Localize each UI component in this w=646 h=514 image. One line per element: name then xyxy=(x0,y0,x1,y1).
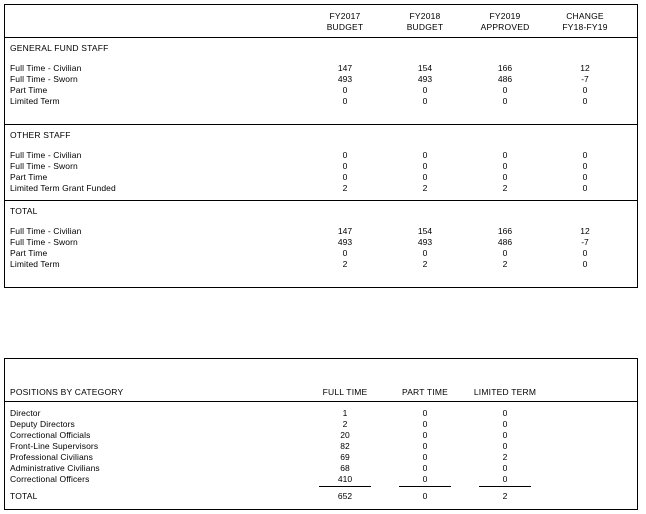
cell-value: 486 xyxy=(497,237,513,247)
row-label: Director xyxy=(10,408,41,418)
cell-value: 0 xyxy=(502,85,508,95)
cell-value: 652 xyxy=(337,491,353,501)
section-other-staff xyxy=(5,125,637,201)
cell-value: 0 xyxy=(422,463,428,473)
section-title: GENERAL FUND STAFF xyxy=(10,43,109,53)
cell-value: 2 xyxy=(342,259,348,269)
table-row xyxy=(5,259,637,270)
column-header-change xyxy=(545,11,625,32)
cell-value: 0 xyxy=(422,452,428,462)
column-header-fy2018-budget xyxy=(385,11,465,32)
cell-value: 0 xyxy=(502,172,508,182)
row-label: Limited Term xyxy=(10,96,60,106)
table-row xyxy=(5,74,637,85)
positions-table-header-row xyxy=(5,359,637,402)
rule-limited-term xyxy=(465,486,545,487)
cell-value: 147 xyxy=(337,63,353,73)
section-title: OTHER STAFF xyxy=(10,130,71,140)
cell-value: 0 xyxy=(422,248,428,258)
column-header-line2: BUDGET xyxy=(406,21,444,32)
cell-value: 0 xyxy=(502,248,508,258)
cell-value: 147 xyxy=(337,226,353,236)
cell-value: 20 xyxy=(340,430,350,440)
subtotal-rule xyxy=(5,486,639,487)
cell-value: 0 xyxy=(582,248,588,258)
cell-value: 12 xyxy=(580,63,590,73)
cell-value: 2 xyxy=(502,452,508,462)
column-header-line2: FY18-FY19 xyxy=(562,21,608,32)
row-label: Full Time - Sworn xyxy=(10,237,78,247)
column-header-limited-term xyxy=(465,387,545,398)
cell-value: 0 xyxy=(502,474,508,484)
table-row xyxy=(5,408,637,419)
cell-value: 2 xyxy=(502,491,508,501)
cell-value: 493 xyxy=(417,237,433,247)
cell-value: 0 xyxy=(342,85,348,95)
table-row xyxy=(5,474,637,485)
cell-value: 0 xyxy=(582,172,588,182)
cell-value: 0 xyxy=(502,441,508,451)
positions-total-row xyxy=(5,487,637,507)
column-header-part-time xyxy=(385,387,465,398)
row-label: Administrative Civilians xyxy=(10,463,100,473)
column-header-line1: FULL xyxy=(322,386,344,397)
cell-value: -7 xyxy=(581,74,589,84)
row-label: Full Time - Civilian xyxy=(10,150,82,160)
cell-value: 2 xyxy=(342,183,348,193)
column-header-line2: TIME xyxy=(346,386,368,397)
cell-value: 0 xyxy=(582,150,588,160)
cell-value: 2 xyxy=(502,259,508,269)
column-header-line2: TERM xyxy=(511,386,537,397)
table-row xyxy=(5,441,637,452)
cell-value: 0 xyxy=(342,150,348,160)
table-row xyxy=(5,237,637,248)
column-header-line2: TIME xyxy=(426,386,449,397)
section-general-fund-staff xyxy=(5,38,637,125)
cell-value: 69 xyxy=(340,452,350,462)
cell-value: 0 xyxy=(342,248,348,258)
cell-value: 0 xyxy=(422,85,428,95)
row-label: Correctional Officials xyxy=(10,430,91,440)
cell-value: 493 xyxy=(337,74,353,84)
header-label-spacer xyxy=(5,11,305,32)
positions-table-body xyxy=(5,402,637,509)
column-header-full-time xyxy=(305,387,385,398)
table-row xyxy=(5,172,637,183)
cell-value: 166 xyxy=(497,63,513,73)
table-row xyxy=(5,419,637,430)
row-label: Full Time - Civilian xyxy=(10,63,82,73)
section-total xyxy=(5,201,637,287)
cell-value: 0 xyxy=(582,85,588,95)
row-label: Correctional Officers xyxy=(10,474,90,484)
table-row xyxy=(5,63,637,74)
cell-value: 82 xyxy=(340,441,350,451)
row-label: Front-Line Supervisors xyxy=(10,441,99,451)
column-header-line1: FY2018 xyxy=(409,11,441,21)
row-label: Deputy Directors xyxy=(10,419,75,429)
column-header-line1: PART xyxy=(401,386,425,397)
section-title: TOTAL xyxy=(10,206,38,216)
cell-value: 166 xyxy=(497,226,513,236)
cell-value: -7 xyxy=(581,237,589,247)
cell-value: 0 xyxy=(502,419,508,429)
table-row xyxy=(5,85,637,96)
rule-full-time xyxy=(305,486,385,487)
row-label: TOTAL xyxy=(10,491,38,501)
cell-value: 0 xyxy=(502,150,508,160)
row-label: Full Time - Sworn xyxy=(10,161,78,171)
cell-value: 0 xyxy=(342,96,348,106)
table-row xyxy=(5,183,637,194)
table-row xyxy=(5,226,637,237)
cell-value: 0 xyxy=(422,441,428,451)
cell-value: 0 xyxy=(582,161,588,171)
cell-value: 0 xyxy=(422,474,428,484)
cell-value: 0 xyxy=(422,172,428,182)
row-label: Full Time - Sworn xyxy=(10,74,78,84)
cell-value: 12 xyxy=(580,226,590,236)
cell-value: 0 xyxy=(502,408,508,418)
row-label: Limited Term Grant Funded xyxy=(10,183,116,193)
cell-value: 486 xyxy=(497,74,513,84)
table-row xyxy=(5,161,637,172)
rule-part-time xyxy=(385,486,465,487)
row-spacer xyxy=(5,107,637,118)
cell-value: 0 xyxy=(582,183,588,193)
column-header-line2: APPROVED xyxy=(480,21,530,32)
staffing-summary-table xyxy=(4,4,638,288)
positions-by-category-table xyxy=(4,358,638,510)
table-row xyxy=(5,150,637,161)
row-label: Part Time xyxy=(10,172,48,182)
column-header-line1: FY2019 xyxy=(489,11,521,21)
cell-value: 154 xyxy=(417,226,433,236)
cell-value: 0 xyxy=(342,161,348,171)
row-label: Limited Term xyxy=(10,259,60,269)
column-header-fy2019-approved xyxy=(465,11,545,32)
cell-value: 493 xyxy=(337,237,353,247)
table-row xyxy=(5,463,637,474)
row-label: Part Time xyxy=(10,248,48,258)
column-header-line1: LIMITED xyxy=(473,386,509,397)
cell-value: 0 xyxy=(342,172,348,182)
row-label: Part Time xyxy=(10,85,48,95)
cell-value: 0 xyxy=(502,96,508,106)
cell-value: 0 xyxy=(502,463,508,473)
table-row xyxy=(5,430,637,441)
cell-value: 0 xyxy=(582,259,588,269)
cell-value: 0 xyxy=(582,96,588,106)
cell-value: 0 xyxy=(422,408,428,418)
staffing-table-header-row xyxy=(5,5,637,38)
cell-value: 154 xyxy=(417,63,433,73)
cell-value: 1 xyxy=(342,408,348,418)
table-row xyxy=(5,96,637,107)
cell-value: 2 xyxy=(422,183,428,193)
rule-spacer xyxy=(5,486,305,487)
cell-value: 0 xyxy=(502,161,508,171)
cell-value: 2 xyxy=(342,419,348,429)
cell-value: 68 xyxy=(340,463,350,473)
row-spacer xyxy=(5,270,637,281)
cell-value: 0 xyxy=(422,491,428,501)
cell-value: 0 xyxy=(502,430,508,440)
cell-value: 410 xyxy=(337,474,353,484)
table-row xyxy=(5,452,637,463)
cell-value: 0 xyxy=(422,161,428,171)
cell-value: 0 xyxy=(422,96,428,106)
cell-value: 0 xyxy=(422,419,428,429)
cell-value: 493 xyxy=(417,74,433,84)
cell-value: 0 xyxy=(422,430,428,440)
row-label: Professional Civilians xyxy=(10,452,93,462)
table-row xyxy=(5,248,637,259)
cell-value: 2 xyxy=(422,259,428,269)
column-header-fy2017-budget xyxy=(305,11,385,32)
positions-row-header: POSITIONS BY CATEGORY xyxy=(10,387,124,397)
column-header-line2: BUDGET xyxy=(326,21,364,32)
cell-value: 0 xyxy=(422,150,428,160)
cell-value: 2 xyxy=(502,183,508,193)
column-header-line1: FY2017 xyxy=(329,11,361,21)
column-header-line1: CHANGE xyxy=(566,11,604,21)
row-label: Full Time - Civilian xyxy=(10,226,82,236)
